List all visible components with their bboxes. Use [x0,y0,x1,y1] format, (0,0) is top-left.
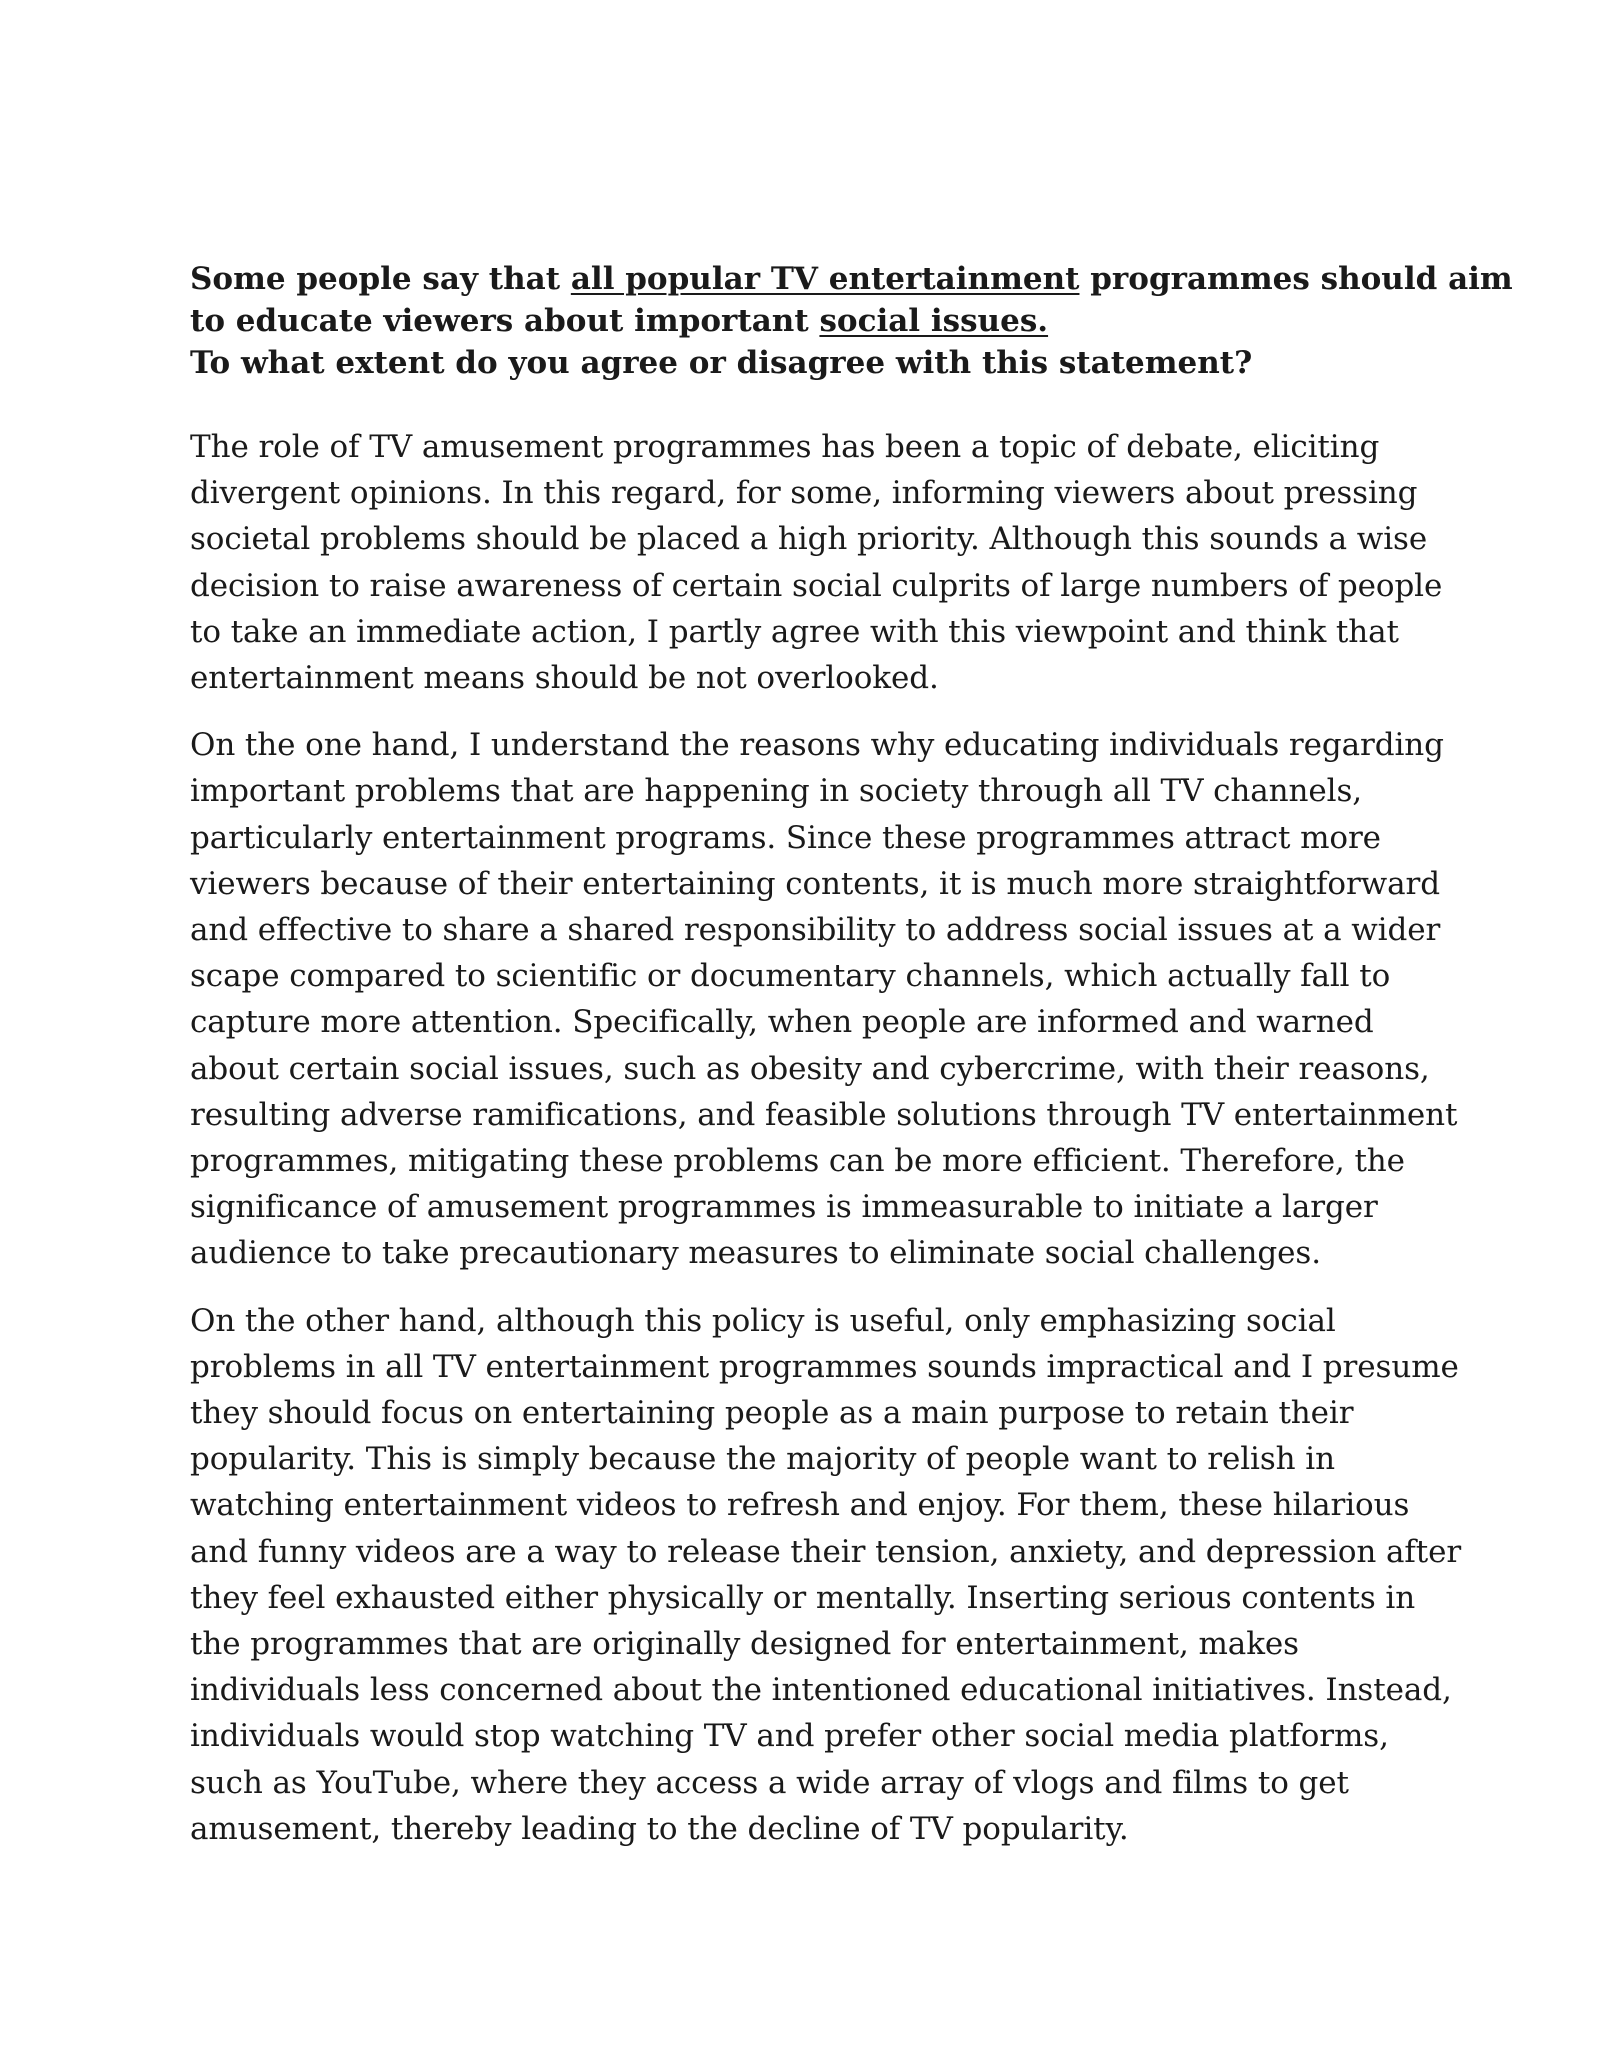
text-line: The role of TV amusement programmes has been a topic of debate, eliciting [190,429,1380,465]
text-line: individuals less concerned about the intentioned educational initiatives. Instead, [190,1672,1452,1709]
document-page [190,258,1513,1873]
text-line: such as YouTube, where they access a wide array of vlogs and films to get [190,1764,1349,1801]
text-line: programmes, mitigating these problems can be more efficient. Therefore, the [190,1143,1405,1180]
text-line: they feel exhausted either physically or mentally. Inserting serious contents in [190,1579,1416,1616]
text-line: audience to take precautionary measures to eliminate social challenges. [190,1235,1321,1272]
text-line: decision to raise awareness of certain social culprits of large numbers of people [190,567,1443,604]
text-line: entertainment means should be not overlooked. [190,660,939,697]
text-line: capture more attention. Specifically, when people are informed and warned [190,1004,1374,1041]
text-line: societal problems should be placed a high priority. Although this sounds a wise [190,521,1428,558]
text-line: amusement, thereby leading to the decline of TV popularity. [190,1810,1129,1847]
text-line: popularity. This is simply because the majority of people want to relish in [190,1441,1335,1478]
text-line: important problems that are happening in society through all TV channels, [190,773,1363,810]
text-line: particularly entertainment programs. Since these programmes attract more [190,819,1381,856]
text-line: On the other hand, although this policy is useful, only emphasizing social [190,1302,1336,1339]
underlined-phrase: social issues. [819,303,1049,339]
text-line: viewers because of their entertaining contents, it is much more straightforward [190,865,1440,902]
text-line: and funny videos are a way to release their tension, anxiety, and depression after [190,1533,1462,1570]
prompt-line-2: to educate viewers about important social issues. [190,303,1049,339]
text-line: scape compared to scientific or documentary channels, which actually fall to [190,958,1391,995]
text-line: to take an immediate action, I partly agree with this viewpoint and think that [190,613,1399,650]
text-line: the programmes that are originally designed for entertainment, makes [190,1626,1299,1663]
paragraph-introduction [190,424,1443,701]
text-line: problems in all TV entertainment programmes sounds impractical and I presume [190,1348,1459,1385]
text-line: watching entertainment videos to refresh and enjoy. For them, these hilarious [190,1487,1410,1524]
prompt-question: To what extent do you agree or disagree with this statement? [190,345,1253,381]
text-line: individuals would stop watching TV and prefer other social media platforms, [190,1718,1389,1755]
prompt-line-1: Some people say that all popular TV entertainment programmes should aim [190,261,1513,297]
paragraph-body-1 [190,722,1458,1276]
text-line: divergent opinions. In this regard, for some, informing viewers about pressing [190,475,1418,512]
text-line: significance of amusement programmes is immeasurable to initiate a larger [190,1189,1378,1226]
text-line: On the one hand, I understand the reasons why educating individuals regarding [190,727,1444,764]
text-line: they should focus on entertaining people as a main purpose to retain their [190,1395,1354,1432]
text-line: resulting adverse ramifications, and feasible solutions through TV entertainment [190,1096,1458,1133]
paragraph-body-2 [190,1298,1462,1852]
underlined-phrase: all popular TV entertainment [570,261,1080,297]
text-line: and effective to share a shared responsibility to address social issues at a wider [190,912,1441,949]
essay-prompt [190,258,1513,384]
text-line: about certain social issues, such as obesity and cybercrime, with their reasons, [190,1050,1430,1087]
